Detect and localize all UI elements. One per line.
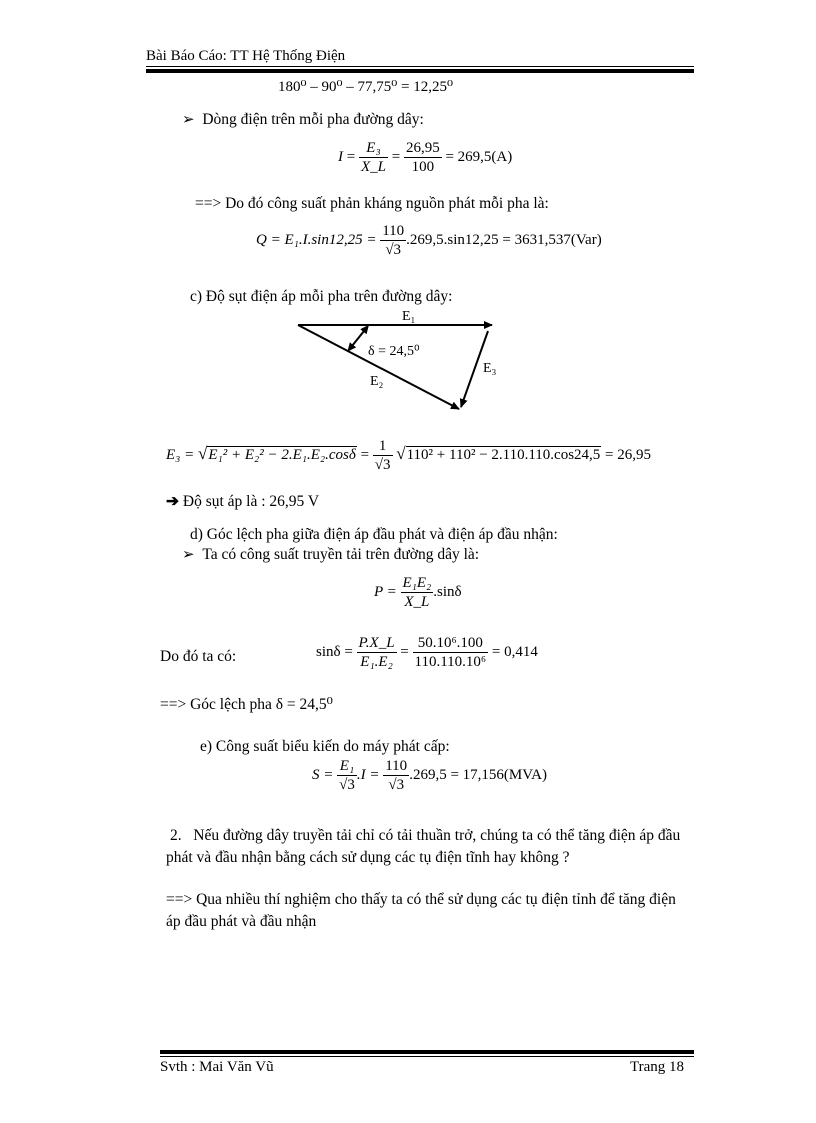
right-arrow-icon: ➔: [166, 493, 179, 510]
sqrt-icon: √: [198, 443, 208, 463]
fraction: $\frac{\text{E₁}}{√3}$: [339, 758, 355, 793]
current-equation: I = $\frac{\text{E₃}}{X\_L}$ = $\frac{26,95}{100}$ = 269,5(A): [338, 140, 513, 175]
power-bullet: ➢ Ta có công suất truyền tải trên đường dây là:: [182, 546, 480, 563]
eq-e3-radicand: E₁² + E₂² − 2.E₁.E₂.cosδ: [208, 446, 356, 463]
current-bullet: [182, 110, 424, 129]
eq-e3-rhs-radicand: 110² + 110² − 2.110.110.cos24,5: [406, 446, 601, 463]
answer-line1: ==> Qua nhiều thí nghiệm cho thấy ta có thể sử dụng các tụ điện tỉnh để tăng điện: [166, 891, 676, 908]
footer-rule-thick: [160, 1050, 694, 1054]
fraction: $\frac{\text{E₁E₂}}{X\_L}$: [402, 575, 432, 610]
fraction: $\frac{110}{√3}$: [385, 758, 408, 793]
section-c-heading: c) Độ sụt điện áp mỗi pha trên đường dây:: [190, 288, 453, 305]
fraction: $\frac{\text{E₃}}{X\_L}$: [360, 140, 386, 175]
reactive-equation: [256, 222, 602, 259]
section-d-heading: d) Góc lệch pha giữa điện áp đầu phát và điện áp đầu nhận:: [190, 526, 558, 543]
footer-rule-thin: [160, 1056, 694, 1057]
fraction: $\frac{P.X\_L}{\text{E₁.E₂}}$: [358, 635, 395, 670]
phasor-diagram: [290, 305, 520, 420]
label-delta: δ = 24,5⁰: [368, 344, 420, 359]
label-e2: E₂: [370, 374, 384, 389]
question-2: 2. Nếu đường dây truyền tải chỉ có tải thuần trở, chúng ta có thể tăng điện áp đầu: [170, 827, 681, 844]
header-title: Bài Báo Cáo: TT Hệ Thống Điện: [146, 48, 346, 64]
phasor-e2: [298, 325, 459, 409]
answer-line2: áp đầu phát và đầu nhận: [166, 913, 317, 930]
fraction: $\frac{\text{50.10⁶.100}}{\text{110.110.10⁶}}$: [414, 635, 487, 670]
eq-reactive-rhs: .269,5.sin12,25 = 3631,537(Var): [406, 231, 602, 248]
header-rule-thin: [146, 66, 694, 67]
eq-current-result: = 269,5(A): [445, 148, 513, 165]
e3-equation: E₃ = √E₁² + E₂² − 2.E₁.E₂.cosδ = $\frac{1}{√3}$ √110² + 110² − 2.110.110.cos24,5 = 26,95: [166, 438, 652, 473]
apparent-power-equation: S = $\frac{\text{E₁}}{√3}$ .I = $\frac{110}{√3}$ .269,5 = 17,156(MVA): [312, 758, 547, 793]
eq-current-lhs: I: [338, 148, 343, 165]
section-e-heading: e) Công suất biểu kiến do máy phát cấp:: [200, 738, 450, 755]
label-e3: E₃: [483, 361, 497, 376]
footer-author: Svth : Mai Văn Vũ: [160, 1059, 274, 1075]
label-e1: E₁: [402, 309, 416, 324]
current-bullet-text: Dòng điện trên mỗi pha đường dây:: [202, 111, 424, 128]
arrow-bullet-icon: ➢: [182, 547, 195, 563]
sin-equation: sinδ = $\frac{P.X\_L}{\text{E₁.E₂}}$ = $\frac{\text{50.10⁶.100}}{\text{110.110.10⁶}}$ = 0,414: [316, 635, 538, 670]
sqrt-icon: √: [396, 443, 406, 463]
fraction: $\frac{110}{√3}$: [382, 223, 405, 258]
fraction: $\frac{1}{√3}$: [374, 438, 391, 473]
delta-arc-arrow: [348, 331, 364, 351]
angle-equation: 180⁰ – 90⁰ – 77,75⁰ = 12,25⁰: [278, 79, 454, 95]
power-equation: P = $\frac{\text{E₁E₂}}{X\_L}$ .sinδ: [374, 575, 462, 610]
sin-intro: Do đó ta có:: [160, 648, 237, 665]
reactive-intro: ==> Do đó công suất phản kháng nguồn phát mỗi pha là:: [195, 195, 549, 212]
phase-result: ==> Góc lệch pha δ = 24,5⁰: [160, 696, 333, 713]
question-2-line2: phát và đầu nhận bằng cách sử dụng các tụ điện tĩnh hay không ?: [166, 849, 570, 866]
header-rule-thick: [146, 69, 694, 73]
footer-page-number: Trang 18: [630, 1059, 685, 1075]
eq-reactive-lhs: Q = E₁.I.sin12,25 =: [256, 231, 377, 248]
drop-result: ➔ Độ sụt áp là : 26,95 V: [166, 493, 320, 510]
arrow-bullet-icon: ➢: [182, 112, 195, 128]
fraction: $\frac{26,95}{100}$: [405, 140, 440, 175]
eq-e3-result: = 26,95: [605, 446, 652, 463]
eq-e3-lhs: E₃ =: [166, 446, 195, 463]
